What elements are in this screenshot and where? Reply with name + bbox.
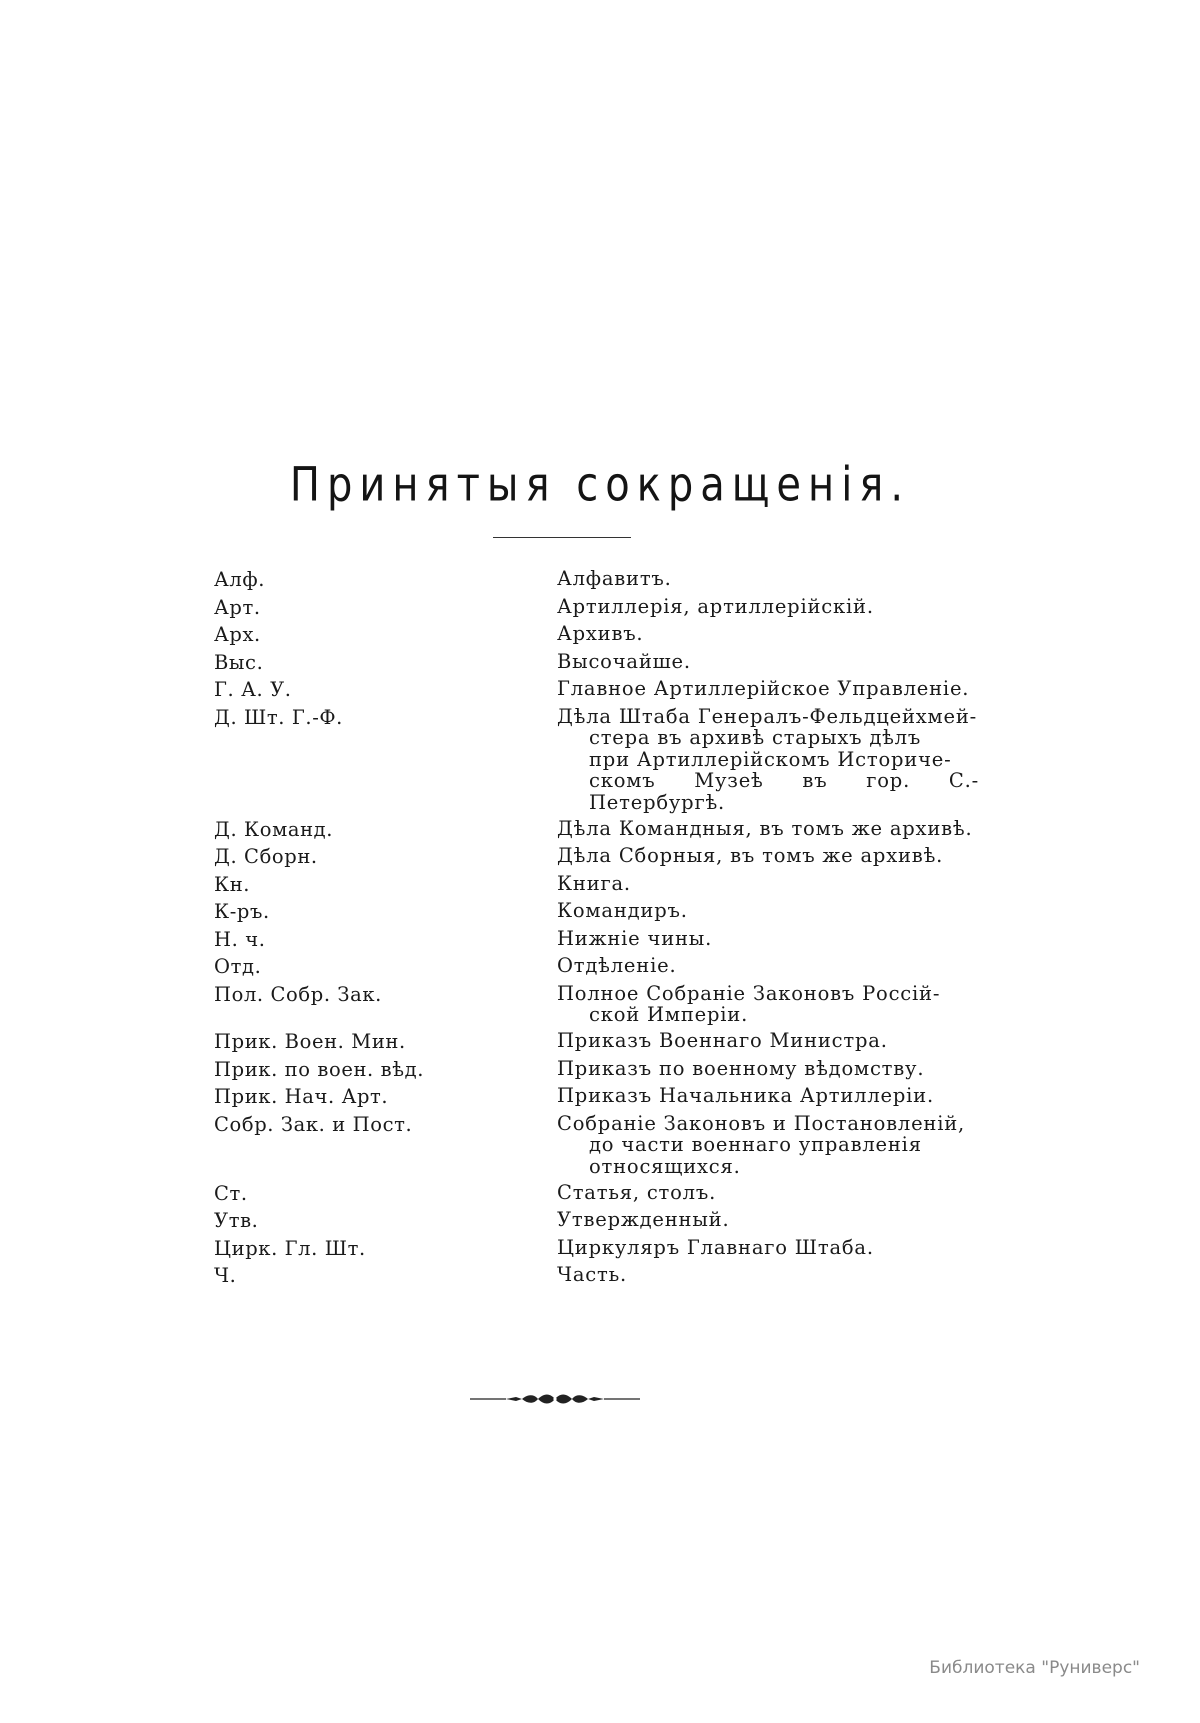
meaning-line: скомъ Музеѣ въ гор. С.-Петербургѣ.: [589, 769, 979, 814]
abbreviation-row: [214, 623, 994, 646]
meaning-line: Полное Собраніе Законовъ Россій-: [557, 981, 941, 1005]
meaning-line: Собраніе Законовъ и Постановленій,: [557, 1111, 966, 1135]
abbreviation-row: [214, 873, 994, 896]
meaning-line: Отдѣленіе.: [557, 954, 677, 977]
abbreviation: Ст.: [214, 1181, 248, 1205]
meaning-line: до части военнаго управленія: [589, 1133, 922, 1156]
abbreviation: Н. ч.: [214, 927, 266, 951]
abbreviation-row: [214, 1113, 994, 1178]
meaning-line: при Артиллерійскомъ Историче-: [589, 747, 952, 771]
abbreviation-meaning: [557, 845, 979, 867]
meaning-line: стера въ архивѣ старыхъ дѣлъ: [589, 726, 922, 749]
abbreviation-row: [214, 1209, 994, 1232]
abbreviation: Д. Команд.: [214, 817, 334, 841]
meaning-line: Дѣла Командныя, въ томъ же архивѣ.: [557, 816, 973, 840]
abbreviation: Прик. по воен. вѣд.: [214, 1057, 424, 1081]
meaning-line: Часть.: [557, 1263, 628, 1286]
abbreviation: Отд.: [214, 955, 262, 978]
abbreviation-meaning: [557, 706, 979, 814]
abbreviation: Алф.: [214, 568, 266, 591]
abbreviation: Пол. Собр. Зак.: [214, 982, 382, 1006]
abbreviation-meaning: [557, 900, 979, 922]
meaning-line: Командиръ.: [557, 899, 688, 922]
abbreviation: Прик. Нач. Арт.: [214, 1085, 389, 1108]
meaning-line: Главное Артиллерійское Управленіе.: [557, 677, 970, 700]
abbreviation-meaning: [557, 1085, 979, 1107]
meaning-line: Приказъ по военному вѣдомству.: [557, 1056, 925, 1080]
meaning-line: Приказъ Начальника Артиллеріи.: [557, 1084, 934, 1107]
abbreviation-meaning: [557, 1113, 979, 1178]
abbreviation: Прик. Воен. Мин.: [214, 1030, 406, 1053]
abbreviation-meaning: [557, 873, 979, 895]
meaning-line: Высочайше.: [557, 649, 691, 673]
meaning-line: Утвержденный.: [557, 1208, 730, 1231]
abbreviation-meaning: [557, 1237, 979, 1259]
abbreviation: Утв.: [214, 1209, 259, 1232]
meaning-line: ской Имперіи.: [589, 1003, 749, 1026]
abbreviation-row: [214, 1264, 994, 1287]
abbreviation: Г. А. У.: [214, 678, 292, 701]
abbreviation-meaning: [557, 983, 979, 1026]
abbreviation: Цирк. Гл. Шт.: [214, 1236, 366, 1260]
abbreviation-meaning: [557, 651, 979, 673]
abbreviation-meaning: [557, 1182, 979, 1204]
abbreviation: К-ръ.: [214, 900, 270, 923]
meaning-line: Архивъ.: [557, 622, 644, 645]
ornament-divider: [470, 1392, 640, 1406]
abbreviation-row: [214, 928, 994, 951]
meaning-line: Приказъ Военнаго Министра.: [557, 1029, 888, 1052]
abbreviation-row: [214, 651, 994, 674]
meaning-line: Книга.: [557, 871, 631, 895]
abbreviation: Д. Сборн.: [214, 845, 318, 868]
abbreviation-row: [214, 955, 994, 978]
meaning-line: Артиллерія, артиллерійскій.: [557, 594, 874, 618]
meaning-line: Нижніе чины.: [557, 926, 713, 950]
abbreviation-meaning: [557, 1264, 979, 1286]
meaning-line: Статья, столъ.: [557, 1180, 717, 1204]
meaning-line: Алфавитъ.: [557, 567, 672, 590]
abbreviation-row: [214, 900, 994, 923]
abbreviation-row: [214, 678, 994, 701]
abbreviation: Кн.: [214, 872, 251, 896]
abbreviation-row: [214, 706, 994, 814]
abbreviation-row: [214, 1058, 994, 1081]
abbreviations-list: [214, 568, 994, 1292]
abbreviation-meaning: [557, 928, 979, 950]
abbreviation-meaning: [557, 596, 979, 618]
abbreviation-meaning: [557, 818, 979, 840]
abbreviation-row: [214, 1030, 994, 1053]
abbreviation-row: [214, 1237, 994, 1260]
meaning-line: Дѣла Сборныя, въ томъ же архивѣ.: [557, 844, 944, 867]
abbreviation-meaning: [557, 1209, 979, 1231]
title-divider: [493, 537, 631, 538]
meaning-line: относящихся.: [589, 1154, 741, 1178]
meaning-line: Дѣла Штаба Генералъ-Фельдцейхмей-: [557, 704, 978, 728]
library-watermark: Библиотека "Руниверс": [929, 1658, 1140, 1678]
abbreviation-row: [214, 845, 994, 868]
abbreviation-meaning: [557, 568, 979, 590]
abbreviation: Арт.: [214, 595, 261, 619]
abbreviation-row: [214, 1182, 994, 1205]
abbreviation-meaning: [557, 955, 979, 977]
abbreviation-meaning: [557, 1030, 979, 1052]
abbreviation-meaning: [557, 1058, 979, 1080]
abbreviation-row: [214, 983, 994, 1026]
page-title: Принятыя сокращенія.: [289, 457, 911, 513]
abbreviation-row: [214, 818, 994, 841]
abbreviation: Выс.: [214, 650, 264, 674]
abbreviation-meaning: [557, 623, 979, 645]
abbreviation-row: [214, 596, 994, 619]
abbreviation: Арх.: [214, 623, 261, 646]
abbreviation: Ч.: [214, 1264, 237, 1287]
abbreviation-row: [214, 568, 994, 591]
abbreviation-row: [214, 1085, 994, 1108]
abbreviation-meaning: [557, 678, 979, 700]
abbreviation: Д. Шт. Г.-Ф.: [214, 705, 343, 729]
meaning-line: Циркуляръ Главнаго Штаба.: [557, 1235, 874, 1259]
abbreviation: Собр. Зак. и Пост.: [214, 1112, 413, 1136]
